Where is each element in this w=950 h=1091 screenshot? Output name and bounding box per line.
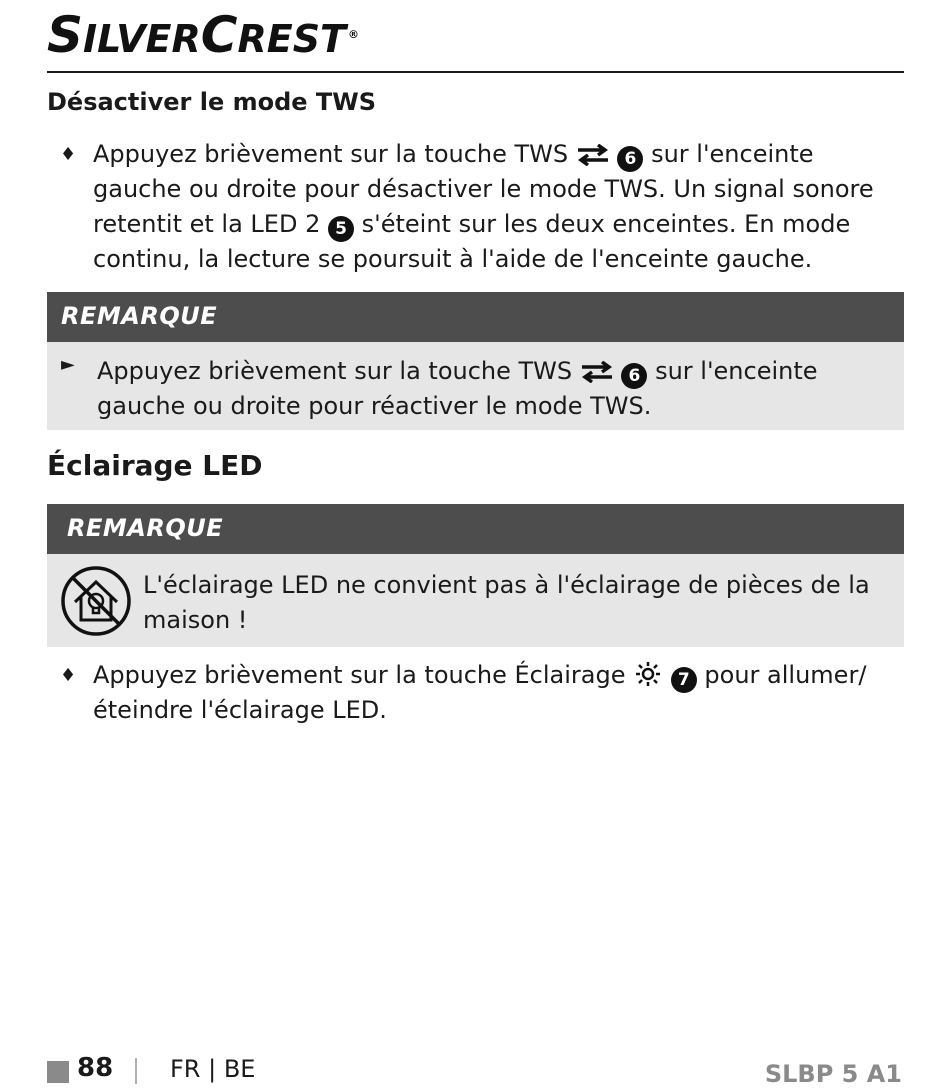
bullet-marker: ♦ xyxy=(60,144,77,165)
note-body-2 xyxy=(47,554,904,647)
bullet-text: Appuyez brièvement sur la touche Éclairage 7 pour allumer/ éteindre l'éclairage LED. xyxy=(93,661,867,724)
tws-arrows-icon xyxy=(576,144,610,166)
tws-arrows-icon xyxy=(580,361,614,383)
note-marker: ► xyxy=(61,354,75,375)
footer-divider xyxy=(135,1058,137,1084)
note-header-2 xyxy=(47,504,904,554)
section-title-tws: Désactiver le mode TWS xyxy=(47,88,377,116)
header-rule xyxy=(47,71,904,73)
model-number: SLBP 5 A1 xyxy=(764,1060,902,1088)
callout-7: 7 xyxy=(671,667,697,693)
note-header-1 xyxy=(47,292,904,342)
note-title: REMARQUE xyxy=(61,302,218,330)
callout-5: 5 xyxy=(328,216,354,242)
callout-6: 6 xyxy=(617,146,643,172)
bullet-marker: ♦ xyxy=(60,665,77,686)
note-title: REMARQUE xyxy=(67,514,224,542)
page-number: 88 xyxy=(77,1053,114,1083)
footer-square xyxy=(47,1061,69,1083)
note-text-2: L'éclairage LED ne convient pas à l'éclairage de pièces de la maison ! xyxy=(143,571,870,634)
note-text-1: Appuyez brièvement sur la touche TWS 6 sur l'enceinte gauche ou droite pour réactiver le mode TWS. xyxy=(97,357,818,420)
footer-language: FR | BE xyxy=(170,1055,256,1083)
note-body-1 xyxy=(47,342,904,430)
callout-6: 6 xyxy=(621,363,647,389)
light-sun-icon xyxy=(633,661,663,687)
brand-logo: SILVERCREST ® xyxy=(47,6,359,64)
no-house-lighting-icon xyxy=(59,564,133,638)
bullet-text: Appuyez brièvement sur la touche TWS 6 sur l'enceinte gauche ou droite pour désactiver le mode TWS. Un signal sonore retentit et la LED 2 5 s'éteint sur les deux enceintes. En mode continu, la lecture se poursuit à l'aide de l'enceinte gauche. xyxy=(93,140,874,273)
section-title-led: Éclairage LED xyxy=(47,449,263,482)
